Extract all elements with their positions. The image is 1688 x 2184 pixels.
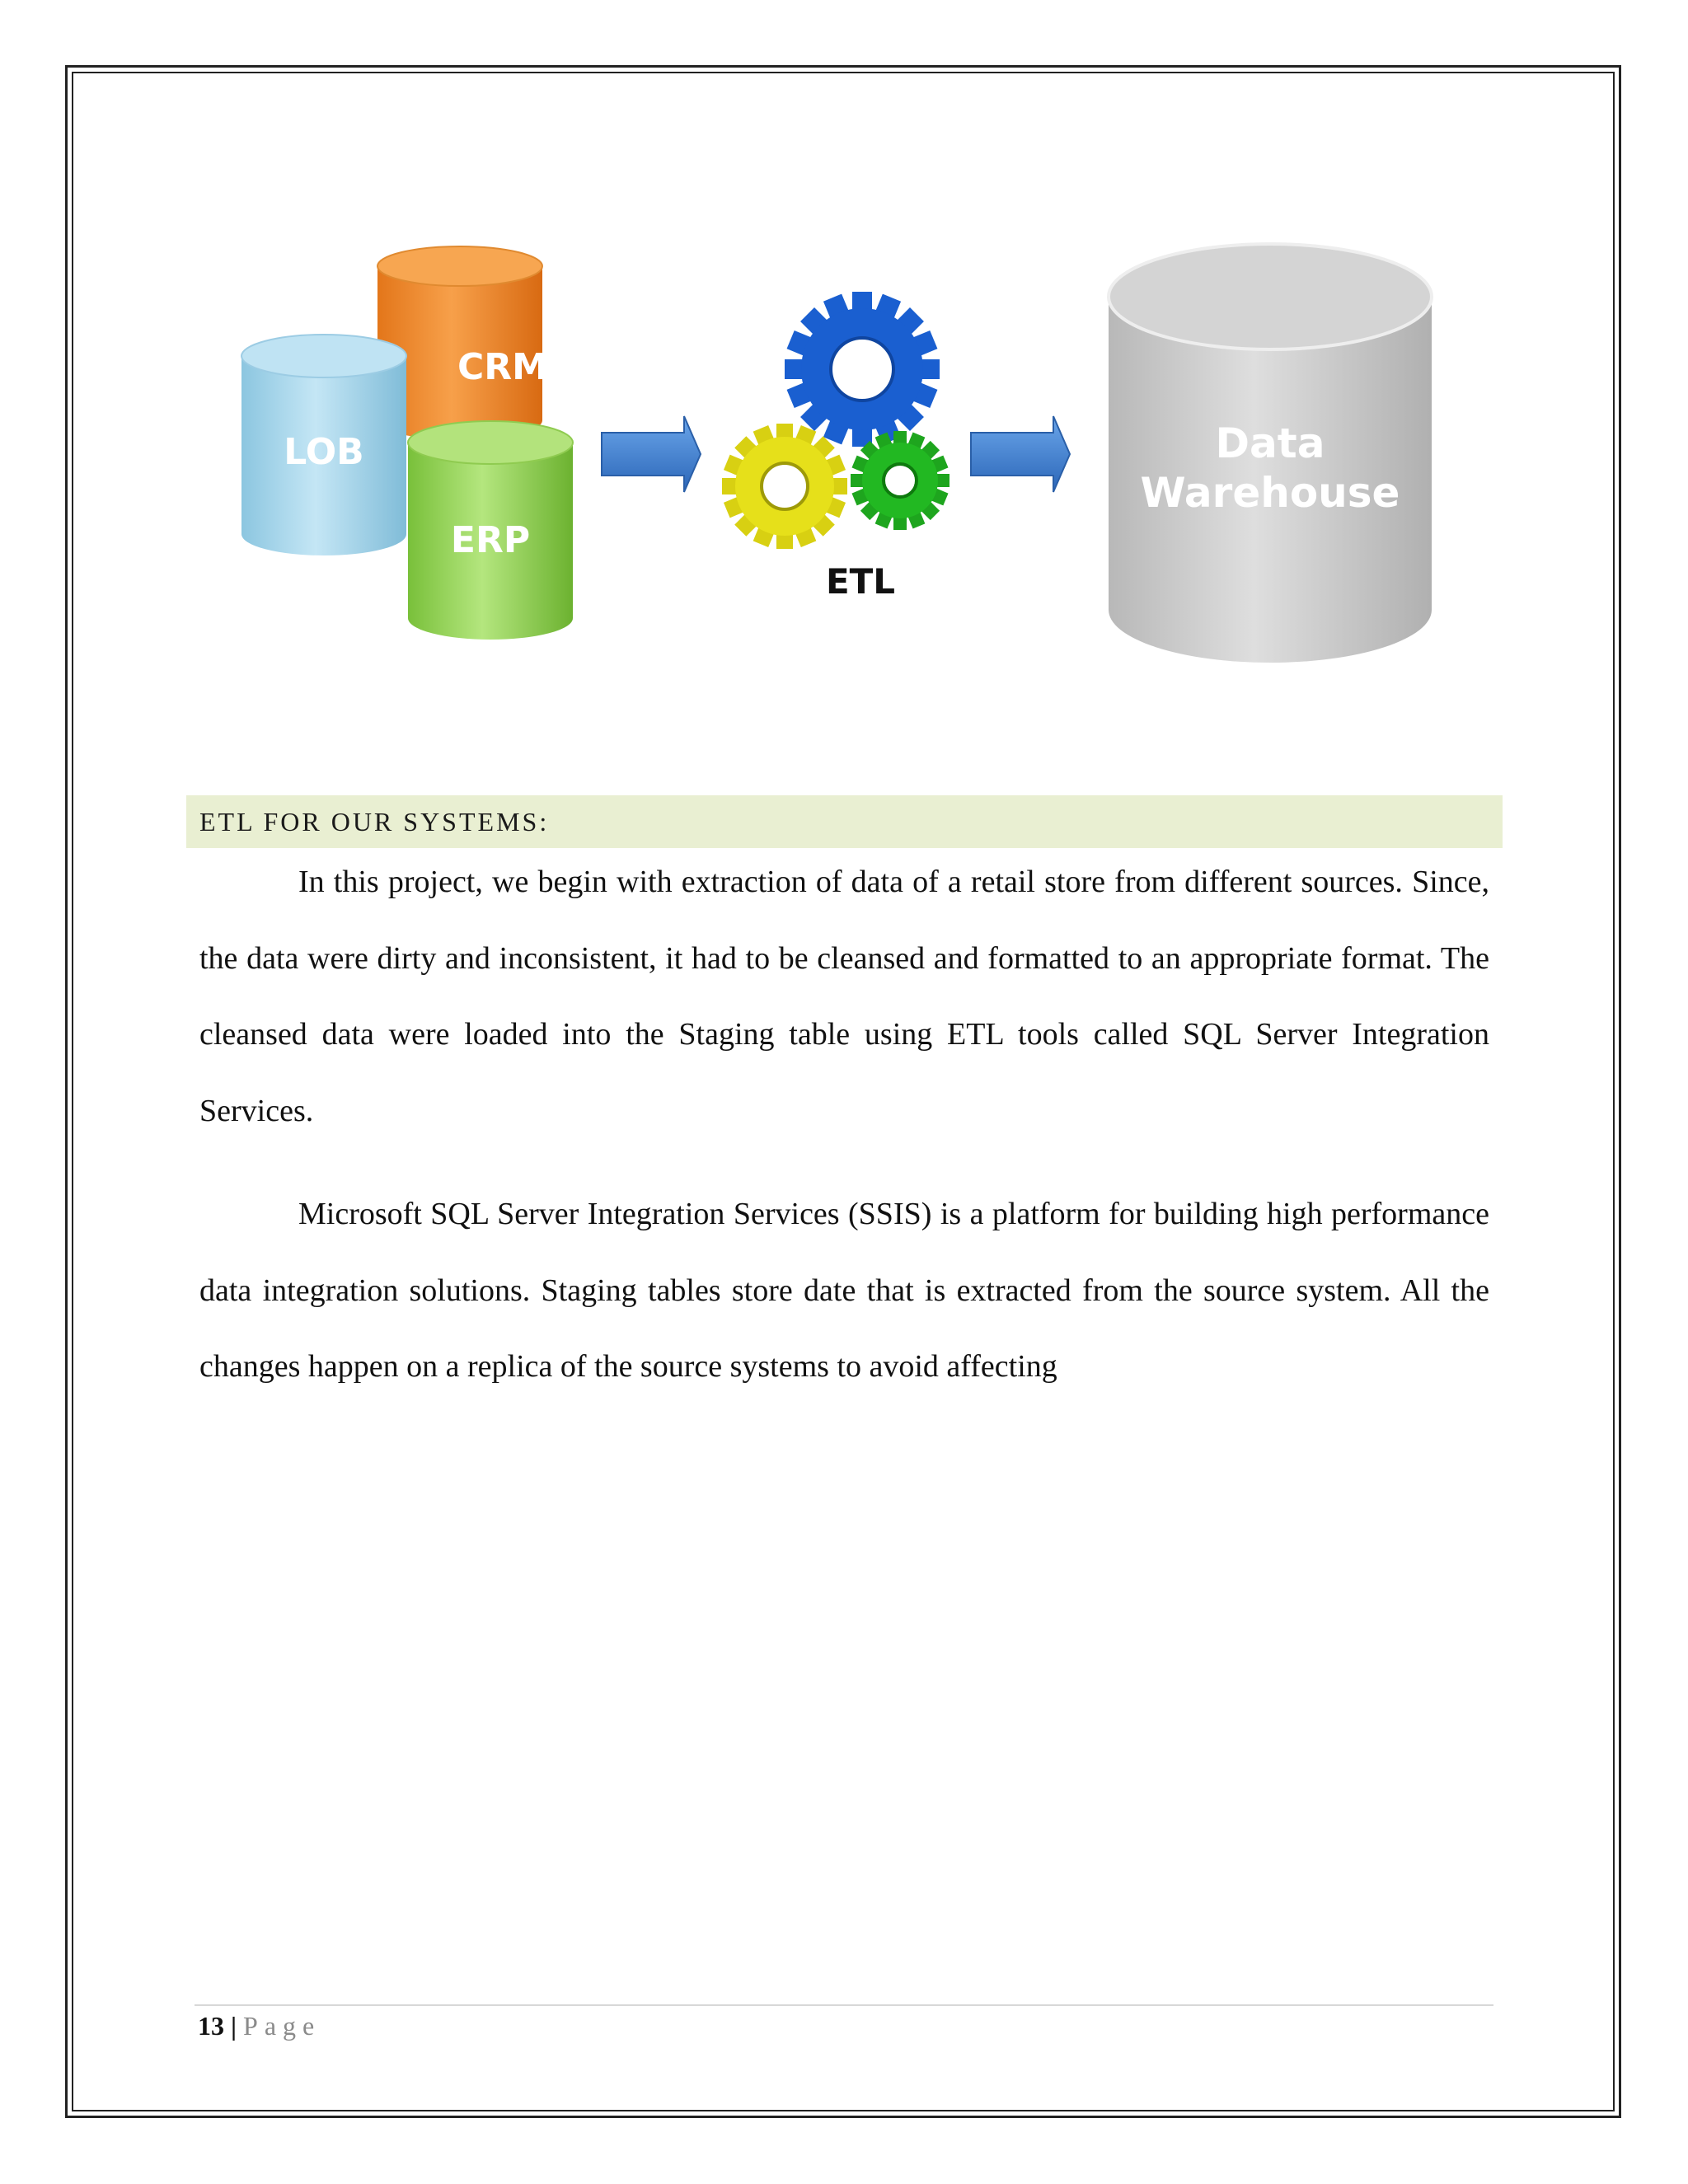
lob-database-icon [241,335,406,555]
footer-separator: | [231,2011,237,2041]
section-heading-bar [186,795,1503,848]
page-footer [198,2008,321,2044]
data-warehouse-label-line1: Data [1215,419,1325,467]
etl-label: ETL [825,561,896,602]
data-warehouse-label-line2: Warehouse [1140,469,1400,517]
right-arrow-icon [971,416,1070,492]
footer-rule [195,2004,1493,2006]
gears-icon [722,292,950,602]
paragraph-text: Microsoft SQL Server Integration Services (SSIS) is a platform for building high performance data integration solutions. Staging tables store date that is extracted from the source system. All the changes happen on a replica of the source systems to avoid affecting [199,1197,1489,1384]
section-heading: ETL FOR OUR SYSTEMS: [199,807,550,837]
crm-label: CRM [457,346,548,388]
right-arrow-icon [602,416,701,492]
body-paragraph-2 [199,1176,1489,1405]
data-warehouse-icon [1109,244,1432,663]
erp-label: ERP [450,519,531,561]
body-paragraph-1 [199,844,1489,1149]
etl-diagram [223,214,1459,709]
page-word: Page [243,2011,321,2041]
erp-database-icon [408,421,573,640]
page-number: 13 [198,2011,224,2041]
lob-label: LOB [284,431,364,473]
paragraph-text: In this project, we begin with extraction of data of a retail store from different sources. Since, the data were dirty and inconsistent, it had to be cleansed and formatted to an appropriate format. The cleansed data were loaded into the Staging table using ETL tools called SQL Server Integration Services. [199,865,1489,1128]
